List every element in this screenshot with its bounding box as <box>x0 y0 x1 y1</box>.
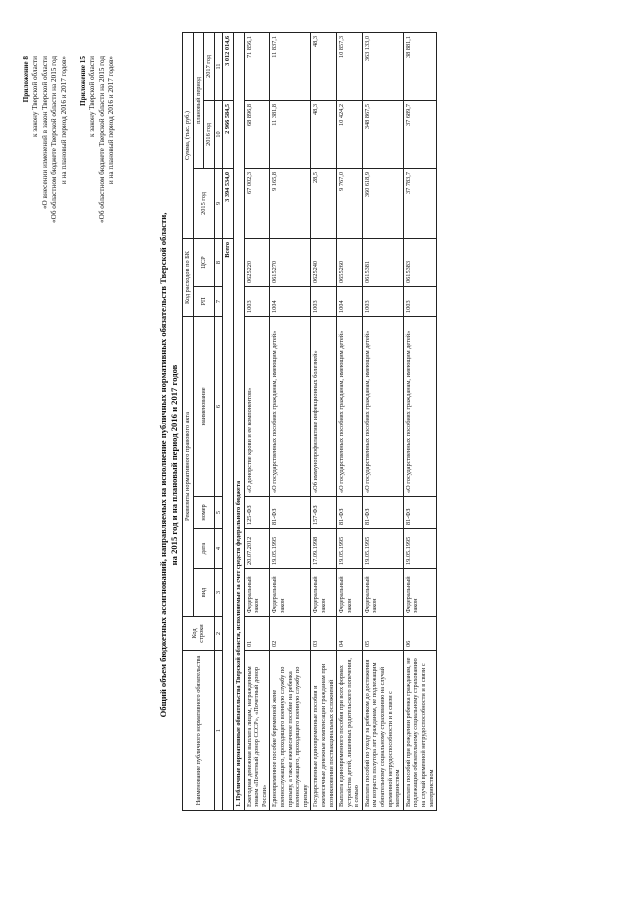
sum-2016: 10 424,2 <box>337 100 363 168</box>
col-number: 1 <box>214 651 223 811</box>
rp-code: 1004 <box>337 286 363 316</box>
table-row <box>403 32 436 810</box>
appendix15-line: «Об областном бюджете Тверской области на 2015 год <box>97 56 106 223</box>
obligation-name: Выплата пособий при рождении ребенка гражданам, не подлежащим обязательному социальному страхованию на случай временной нетрудоспособности и в связи с материнством <box>403 651 436 811</box>
header-act-name: наименование <box>193 316 214 496</box>
table-row <box>337 32 363 810</box>
obligation-name: Единовременное пособие беременной жене военнослужащего, проходящего военную службу по призыву, а также ежемесячное пособие на ребенка военнослужащего, проходящего военную службу по призыву <box>270 651 311 811</box>
header-2017: 2017 год <box>204 32 215 100</box>
act-number: 81-ФЗ <box>270 497 311 529</box>
obligation-name: Ежегодная денежная выплата лицам, награжденным знаком «Почетный донор СССР», «Почетный донор России» <box>244 651 270 811</box>
act-kind: Федеральный закон <box>311 569 337 617</box>
sum-2017: 38 881,1 <box>403 32 436 100</box>
appendix8-line: к закону Тверской области <box>31 56 40 138</box>
act-kind: Федеральный закон <box>403 569 436 617</box>
sum-2015: 9 767,0 <box>337 168 363 238</box>
col-number: 3 <box>214 569 223 617</box>
act-kind: Федеральный закон <box>362 569 403 617</box>
csr-code: 0625220 <box>244 238 270 286</box>
col-number: 11 <box>214 32 223 100</box>
row-code: 04 <box>337 617 363 651</box>
col-number: 7 <box>214 286 223 316</box>
act-date: 19.05.1995 <box>337 529 363 569</box>
rp-code: 1003 <box>311 286 337 316</box>
act-number: 81-ФЗ <box>337 497 363 529</box>
header-expense-code: Код расходов по БК <box>183 238 194 316</box>
header-kind: вид <box>193 569 214 617</box>
row-code: 03 <box>311 617 337 651</box>
sum-2017: 363 133,0 <box>362 32 403 100</box>
row-code: 02 <box>270 617 311 651</box>
appendix8-line: «Об областном бюджете Тверской области на 2015 год <box>50 56 59 223</box>
column-numbers-row <box>214 32 223 810</box>
act-name: «О государственных пособиях гражданам, имеющим детей» <box>362 316 403 496</box>
appendix15-line: и на плановый период 2016 и 2017 годов» <box>107 56 116 185</box>
act-date: 17.09.1998 <box>311 529 337 569</box>
table-row <box>270 32 311 810</box>
appendix-header <box>22 56 117 223</box>
sum-2016: 348 867,5 <box>362 100 403 168</box>
col-number: 8 <box>214 238 223 286</box>
rp-code: 1003 <box>362 286 403 316</box>
section-title: 1. Публичные нормативные обязательства Тверской области, исполняемые за счет средств федерального бюджета <box>233 32 244 810</box>
act-name: «О донорстве крови и ее компонентов» <box>244 316 270 496</box>
obligation-name: Выплата единовременного пособия при всех формах устройства детей, лишенных родительского попечения, в семью <box>337 651 363 811</box>
csr-code: 0615383 <box>403 238 436 286</box>
sum-2017: 10 857,3 <box>337 32 363 100</box>
act-name: «О государственных пособиях гражданам, имеющим детей» <box>403 316 436 496</box>
act-number: 81-ФЗ <box>362 497 403 529</box>
act-kind: Федеральный закон <box>270 569 311 617</box>
sum-2015: 67 002,3 <box>244 168 270 238</box>
act-date: 19.05.1995 <box>270 529 311 569</box>
appendix8-line: «О внесении изменений в закон Тверской области <box>40 56 49 210</box>
header-act: Реквизиты нормативного правового акта <box>183 316 194 616</box>
table-row <box>362 32 403 810</box>
csr-code: 0625240 <box>311 238 337 286</box>
header-rp: РП <box>193 286 214 316</box>
col-number: 4 <box>214 529 223 569</box>
title-line: на 2015 год и на плановый период 2016 и 2017 годов <box>169 364 179 566</box>
sum-2016: 37 689,7 <box>403 100 436 168</box>
col-number: 5 <box>214 497 223 529</box>
act-number: 81-ФЗ <box>403 497 436 529</box>
sum-2017: 48,3 <box>311 32 337 100</box>
act-kind: Федеральный закон <box>244 569 270 617</box>
act-kind: Федеральный закон <box>337 569 363 617</box>
act-date: 19.05.1995 <box>403 529 436 569</box>
obligation-name: Государственные единовременные пособия и ежемесячные денежные компенсации гражданам при возникновении поствакцинальных осложнений <box>311 651 337 811</box>
obligations-table <box>182 32 437 811</box>
section-row <box>233 32 244 810</box>
row-code: 06 <box>403 617 436 651</box>
header-name: Наименование публичного нормативного обязательства <box>183 651 215 811</box>
csr-code: 0655260 <box>337 238 363 286</box>
total-2017: 3 012 014,6 <box>223 32 234 100</box>
total-label: Всего <box>223 238 234 810</box>
col-number: 2 <box>214 617 223 651</box>
sum-2015: 360 618,9 <box>362 168 403 238</box>
table-row <box>311 32 337 810</box>
sum-2016: 48,3 <box>311 100 337 168</box>
sum-2017: 71 856,1 <box>244 32 270 100</box>
csr-code: 0615270 <box>270 238 311 286</box>
appendix15-line: к закону Тверской области <box>88 56 97 138</box>
row-code: 01 <box>244 617 270 651</box>
rp-code: 1004 <box>270 286 311 316</box>
rp-code: 1003 <box>403 286 436 316</box>
header-csr: ЦСР <box>193 238 214 286</box>
sum-2015: 37 783,7 <box>403 168 436 238</box>
appendix15-title: Приложение 15 <box>79 56 88 106</box>
col-number: 6 <box>214 316 223 496</box>
appendix8-line: и на плановый период 2016 и 2017 годов» <box>59 56 68 185</box>
act-date: 19.05.1995 <box>362 529 403 569</box>
act-number: 157-ФЗ <box>311 497 337 529</box>
col-number: 10 <box>214 100 223 168</box>
header-planned: плановый период <box>193 32 204 168</box>
col-number: 9 <box>214 168 223 238</box>
sum-2015: 28,5 <box>311 168 337 238</box>
act-name: «О государственных пособиях гражданам, имеющим детей» <box>270 316 311 496</box>
header-date: дата <box>193 529 214 569</box>
sum-2016: 11 381,8 <box>270 100 311 168</box>
document-title <box>158 85 180 845</box>
sum-2016: 68 896,8 <box>244 100 270 168</box>
row-code: 05 <box>362 617 403 651</box>
header-sum: Сумма, (тыс. руб.) <box>183 32 194 238</box>
act-number: 125-ФЗ <box>244 497 270 529</box>
header-number: номер <box>193 497 214 529</box>
total-2015: 3 394 534,0 <box>223 168 234 238</box>
sum-2015: 9 165,8 <box>270 168 311 238</box>
appendix8-title: Приложение 8 <box>22 56 30 103</box>
csr-code: 0615381 <box>362 238 403 286</box>
total-2016: 2 966 584,5 <box>223 100 234 168</box>
header-2016: 2016 год <box>204 100 215 168</box>
sum-2017: 11 837,1 <box>270 32 311 100</box>
rp-code: 1003 <box>244 286 270 316</box>
header-2015: 2015 год <box>193 168 214 238</box>
act-date: 20.07.2012 <box>244 529 270 569</box>
header-code: Код строки <box>183 617 215 651</box>
obligation-name: Выплата пособий по уходу за ребенком до достижения им возраста полутора лет гражданам, не подлежащим обязательному социальному страхованию на случай временной нетрудоспособности и в связи с материнством <box>362 651 403 811</box>
total-row <box>223 32 234 810</box>
act-name: «О государственных пособиях гражданам, имеющим детей» <box>337 316 363 496</box>
title-line: Общий объем бюджетных ассигнований, направляемых на исполнение публичных нормативных обязательств Тверской области, <box>158 212 168 718</box>
table-row <box>244 32 270 810</box>
act-name: «Об иммунопрофилактике инфекционных болезней» <box>311 316 337 496</box>
